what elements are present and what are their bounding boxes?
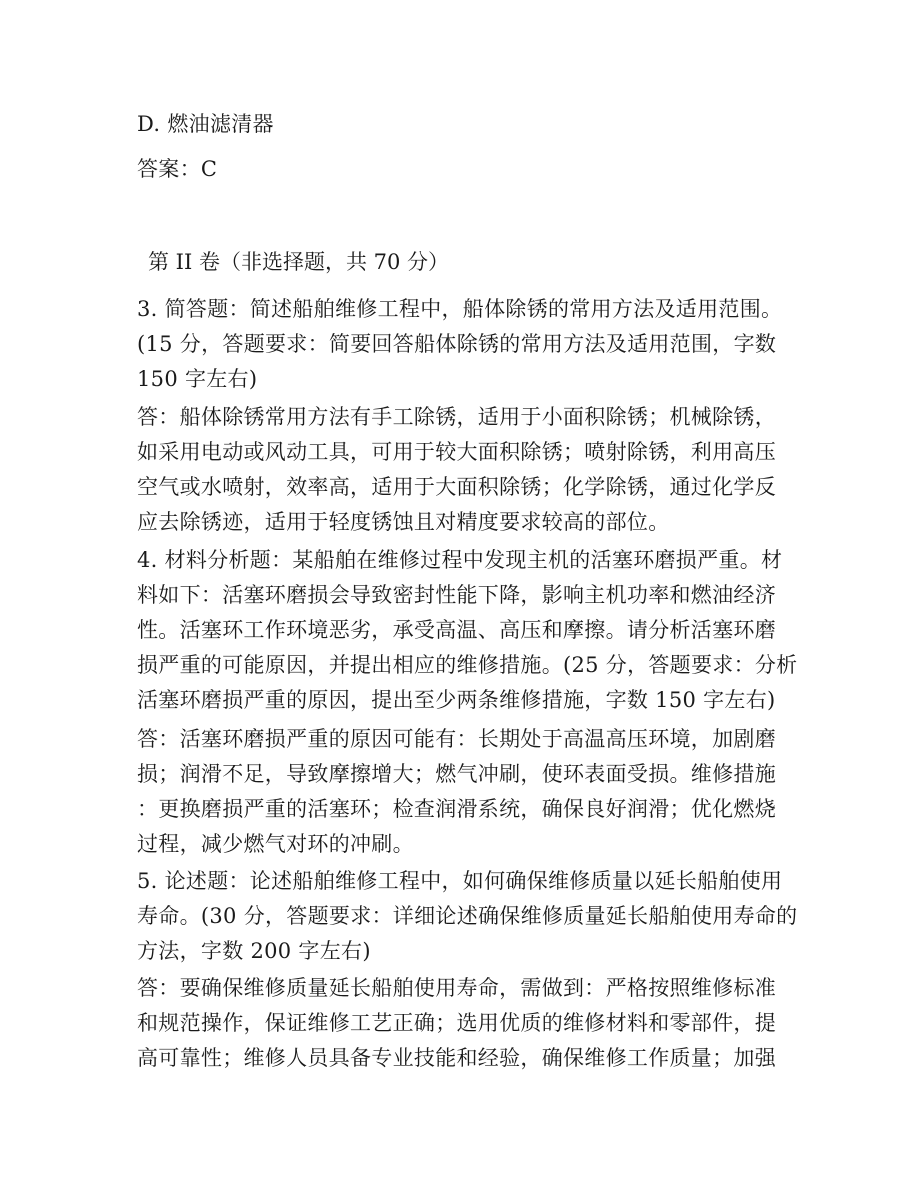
answer-line: 答：船体除锈常用方法有手工除锈，适用于小面积除锈；机械除锈，	[137, 405, 776, 429]
question-line: 3. 简答题：简述船舶维修工程中，船体除锈的常用方法及适用范围。	[137, 297, 783, 321]
question-line: 损严重的可能原因，并提出相应的维修措施。(25 分，答题要求：分析	[137, 653, 798, 677]
question-line: 150 字左右)	[137, 367, 258, 391]
section-title: 第 II 卷（非选择题，共 70 分）	[148, 250, 450, 274]
answer-line: 和规范操作，保证维修工艺正确；选用优质的维修材料和零部件，提	[137, 1011, 776, 1035]
option-d: D. 燃油滤清器	[137, 112, 274, 136]
answer-line: 应去除锈迹，适用于轻度锈蚀且对精度要求较高的部位。	[137, 510, 670, 534]
answer-3	[137, 400, 787, 540]
answer-line: 过程，减少燃气对环的冲刷。	[137, 832, 414, 856]
question-line: 方法，字数 200 字左右)	[137, 939, 371, 963]
answer-line: 答：要确保维修质量延长船舶使用寿命，需做到：严格按照维修标准	[137, 976, 776, 1000]
question-line: 寿命。(30 分，答题要求：详细论述确保维修质量延长船舶使用寿命的	[137, 904, 798, 928]
answer-5	[137, 971, 787, 1076]
answer-line: 空气或水喷射，效率高，适用于大面积除锈；化学除锈，通过化学反	[137, 475, 776, 499]
question-line: (15 分，答题要求：简要回答船体除锈的常用方法及适用范围，字数	[137, 332, 777, 356]
question-5	[137, 864, 798, 969]
answer-line: ：更换磨损严重的活塞环；检查润滑系统，确保良好润滑；优化燃烧	[137, 797, 776, 821]
answer-line: 损；润滑不足，导致摩擦增大；燃气冲刷，使环表面受损。维修措施	[137, 762, 776, 786]
question-line: 5. 论述题：论述船舶维修工程中，如何确保维修质量以延长船舶使用	[137, 869, 783, 893]
question-3	[137, 292, 787, 397]
question-line: 活塞环磨损严重的原因，提出至少两条维修措施，字数 150 字左右)	[137, 688, 776, 712]
answer-line: 如采用电动或风动工具，可用于较大面积除锈；喷射除锈，利用高压	[137, 440, 776, 464]
previous-answer: 答案：C	[137, 157, 218, 181]
question-line: 料如下：活塞环磨损会导致密封性能下降，影响主机功率和燃油经济	[137, 583, 776, 607]
question-4	[137, 543, 798, 718]
answer-line: 答：活塞环磨损严重的原因可能有：长期处于高温高压环境，加剧磨	[137, 727, 776, 751]
answer-4	[137, 722, 787, 862]
answer-line: 高可靠性；维修人员具备专业技能和经验，确保维修工作质量；加强	[137, 1046, 776, 1070]
question-line: 性。活塞环工作环境恶劣，承受高温、高压和摩擦。请分析活塞环磨	[137, 618, 776, 642]
question-line: 4. 材料分析题：某船舶在维修过程中发现主机的活塞环磨损严重。材	[137, 548, 783, 572]
